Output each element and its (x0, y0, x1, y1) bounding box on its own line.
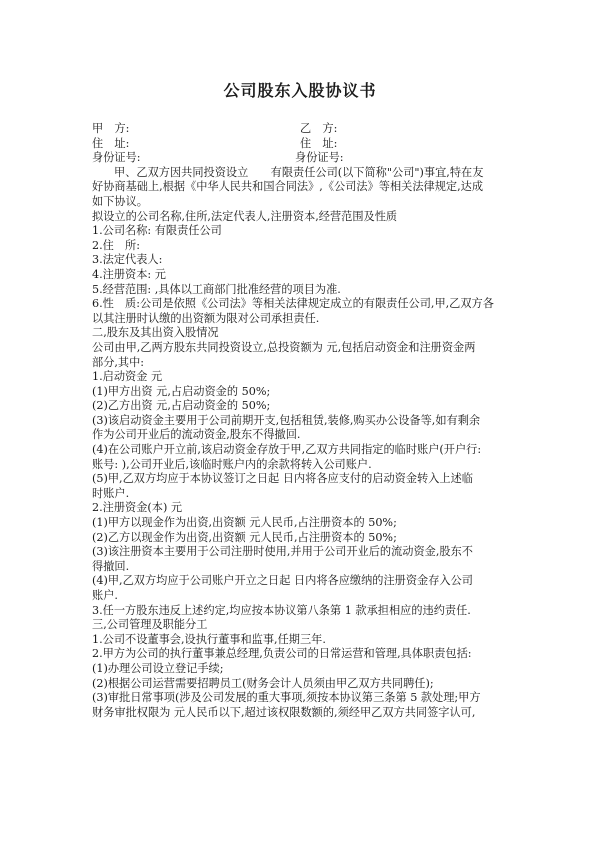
paragraph-line: 1.启动资金 元 (92, 370, 163, 384)
document-title: 公司股东入股协议书 (223, 81, 377, 100)
paragraph-line: 部分,其中: (92, 355, 145, 369)
paragraph-line: (4)在公司账户开立前,该启动资金存放于甲,乙双方共同指定的临时账户(开户行: (92, 443, 482, 457)
paragraph-line: (1)甲方以现金作为出资,出资额 元人民币,占注册资本的 50%; (92, 516, 397, 530)
paragraph-line: (2)根据公司运营需要招聘员工(财务会计人员须由甲乙双方共同聘任); (92, 676, 434, 690)
section-heading: 二,股东及其出资入股情况 (92, 326, 219, 340)
paragraph-line: (5)甲,乙双方均应于本协议签订之日起 日内将各应支付的启动资金转入上述临 (92, 472, 473, 486)
paragraph-line: 2.注册资金(本) 元 (92, 501, 183, 515)
paragraph-line: 5.经营范围: ,具体以工商部门批准经营的项目为准. (92, 282, 341, 296)
id-row (92, 151, 522, 166)
id-b-label: 身份证号: (295, 151, 344, 165)
id-a-label: 身份证号: (92, 151, 141, 165)
party-a-label: 甲 方: (92, 122, 130, 135)
paragraph-line: 以其注册时认缴的出资额为限对公司承担责任. (92, 311, 320, 325)
paragraph-line: 2.住 所: (92, 238, 141, 252)
paragraph-line: 1.公司不设董事会,设执行董事和监事,任期三年. (92, 632, 326, 646)
paragraph-line: 甲、乙双方因共同投资设立 有限责任公司(以下简称"公司")事宜,特在友 (114, 165, 484, 179)
paragraph-line: 好协商基础上,根据《中华人民共和国合同法》,《公司法》等相关法律规定,达成 (92, 180, 484, 194)
section-heading: 拟设立的公司名称,住所,法定代表人,注册资本,经营范围及性质 (92, 209, 398, 223)
paragraph-line: 账户. (92, 589, 118, 602)
paragraph-line: (3)该启动资金主要用于公司前期开支,包括租赁,装修,购买办公设备等,如有剩余 (92, 413, 481, 427)
paragraph-line: 公司由甲,乙两方股东共同投资设立,总投资额为 元,包括启动资金和注册资金两 (92, 340, 476, 354)
paragraph-line: 3.法定代表人: (92, 253, 163, 267)
paragraph-line: (2)乙方出资 元,占启动资金的 50%; (92, 399, 271, 413)
party-row (92, 122, 522, 137)
document-body (92, 122, 522, 720)
paragraph-line: 账号: ),公司开业后,该临时账户内的余款将转入公司账户. (92, 457, 372, 471)
paragraph-line: 2.甲方为公司的执行董事兼总经理,负责公司的日常运营和管理,具体职责包括: (92, 647, 472, 661)
paragraph-line: (1)甲方出资 元,占启动资金的 50%; (92, 384, 271, 398)
address-b-label: 住 址: (300, 136, 338, 150)
paragraph-line: 得撤回. (92, 559, 130, 573)
party-b-label: 乙 方: (300, 122, 338, 135)
address-row (92, 137, 522, 152)
paragraph-line: 如下协议。 (92, 194, 148, 208)
paragraph-line: (2)乙方以现金作为出资,出资额 元人民币,占注册资本的 50%; (92, 530, 397, 544)
paragraph-line: 时账户. (92, 486, 130, 500)
paragraph-line: 作为公司开业后的流动资金,股东不得撤回. (92, 428, 301, 442)
paragraph-line: (1)办理公司设立登记手续; (92, 661, 224, 675)
paragraph-line: (3)该注册资本主要用于公司注册时使用,并用于公司开业后的流动资金,股东不 (92, 545, 473, 559)
paragraph-line: 3.任一方股东违反上述约定,均应按本协议第八条第 1 款承担相应的违约责任. (92, 603, 471, 617)
section-heading: 三,公司管理及职能分工 (92, 618, 208, 632)
paragraph-line: (4)甲,乙双方均应于公司账户开立之日起 日内将各应缴纳的注册资金存入公司 (92, 574, 473, 588)
address-a-label: 住 址: (92, 136, 130, 150)
paragraph-line: 4.注册资本: 元 (92, 267, 166, 281)
paragraph-line: 财务审批权限为 元人民币以下,超过该权限数额的,须经甲乙双方共同签字认可, (92, 705, 476, 719)
paragraph-line: 1.公司名称: 有限责任公司 (92, 224, 222, 238)
paragraph-line: (3)审批日常事项(涉及公司发展的重大事项,须按本协议第三条第 5 款处理;甲方 (92, 691, 481, 705)
paragraph-line: 6.性 质:公司是依照《公司法》等相关法律规定成立的有限责任公司,甲,乙双方各 (92, 297, 494, 311)
